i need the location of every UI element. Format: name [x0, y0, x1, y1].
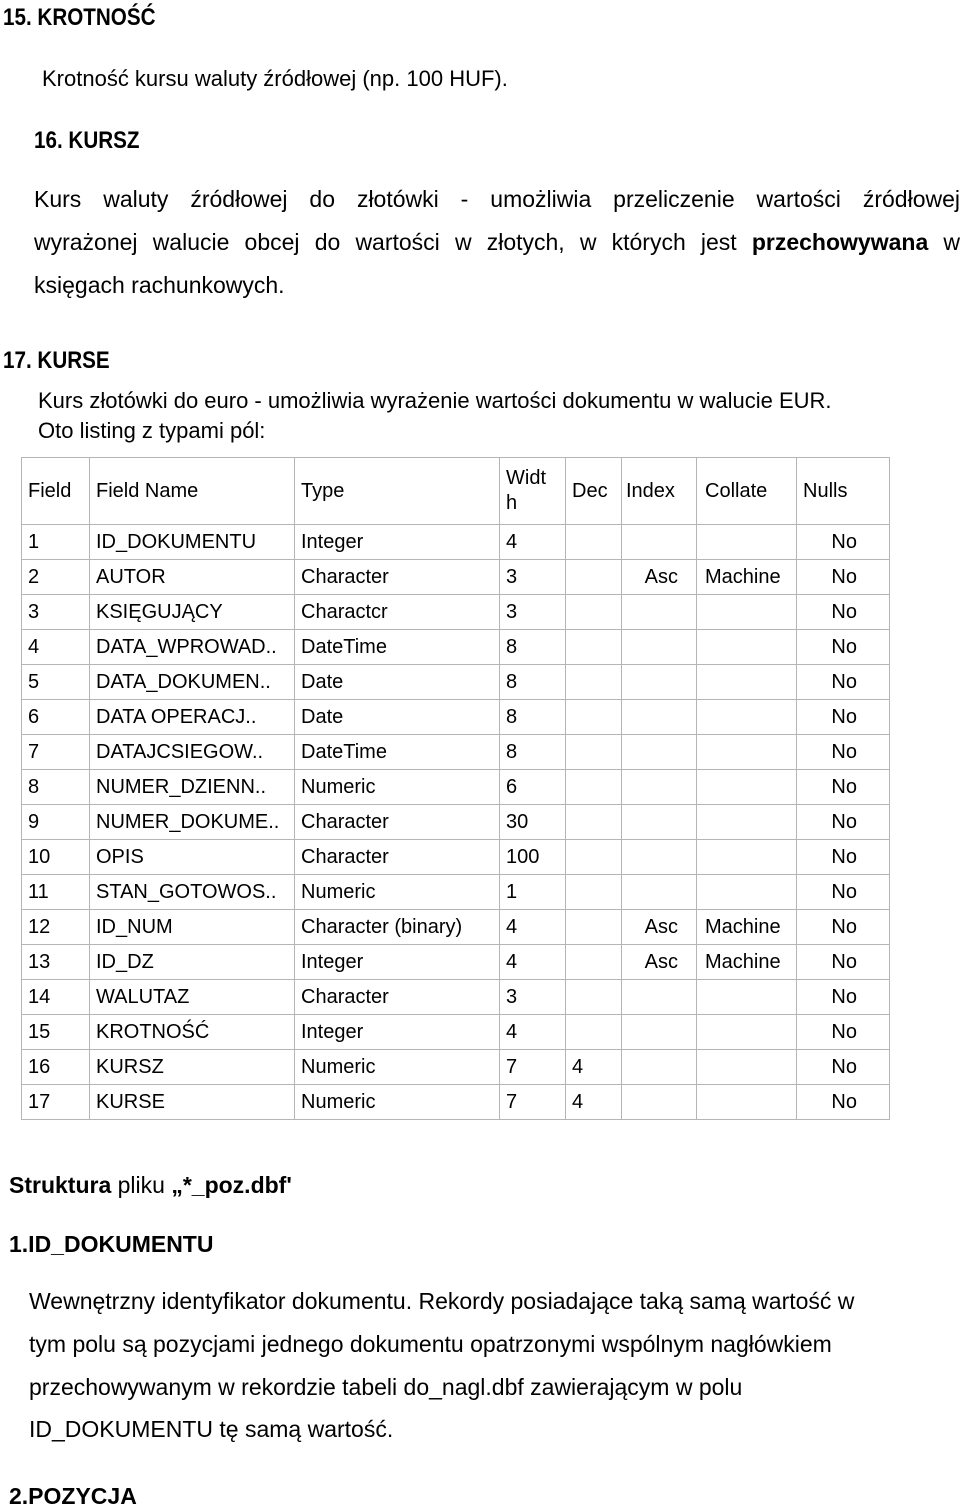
cell-dec: [566, 735, 622, 770]
table-row: [22, 735, 890, 770]
header-index: Index: [622, 458, 697, 525]
cell-nulls: No: [797, 770, 890, 805]
cell-index: [622, 595, 697, 630]
cell-type: Character: [295, 980, 500, 1015]
cell-collate: [697, 700, 797, 735]
cell-nulls: No: [797, 665, 890, 700]
cell-field: 14: [22, 980, 90, 1015]
cell-index: [622, 525, 697, 560]
table-row: [22, 805, 890, 840]
cell-nulls: No: [797, 980, 890, 1015]
cell-field-name: STAN_GOTOWOS..: [90, 875, 295, 910]
cell-width: 4: [500, 945, 566, 980]
cell-collate: [697, 770, 797, 805]
cell-dec: [566, 560, 622, 595]
cell-dec: [566, 875, 622, 910]
cell-collate: [697, 630, 797, 665]
cell-dec: [566, 525, 622, 560]
structure-heading-rest: pliku: [111, 1172, 172, 1198]
cell-collate: [697, 735, 797, 770]
cell-dec: [566, 840, 622, 875]
table-header-row: [22, 458, 890, 525]
table-row: [22, 700, 890, 735]
cell-width: 8: [500, 665, 566, 700]
cell-width: 3: [500, 595, 566, 630]
cell-field-name: NUMER_DOKUME..: [90, 805, 295, 840]
header-field: Field: [22, 458, 90, 525]
cell-nulls: No: [797, 700, 890, 735]
cell-width: 8: [500, 630, 566, 665]
cell-field-name: ID_DZ: [90, 945, 295, 980]
cell-index: Asc: [622, 910, 697, 945]
cell-field: 15: [22, 1015, 90, 1050]
cell-dec: [566, 630, 622, 665]
section-16-line-2: [34, 229, 960, 256]
cell-index: [622, 840, 697, 875]
cell-type: Date: [295, 665, 500, 700]
cell-width: 8: [500, 700, 566, 735]
cell-index: [622, 1085, 697, 1120]
cell-field: 11: [22, 875, 90, 910]
header-field-name: Field Name: [90, 458, 295, 525]
cell-nulls: No: [797, 805, 890, 840]
cell-dec: [566, 595, 622, 630]
cell-collate: [697, 525, 797, 560]
cell-type: Integer: [295, 1015, 500, 1050]
cell-type: Integer: [295, 525, 500, 560]
section-16-line-2-pre: wyrażonej walucie obcej do wartości w złotych, w których jest: [34, 229, 752, 255]
table-row: [22, 665, 890, 700]
cell-dec: 4: [566, 1050, 622, 1085]
table-row: [22, 1015, 890, 1050]
item-2-heading: 2.POZYCJA: [9, 1483, 137, 1509]
cell-dec: [566, 805, 622, 840]
cell-field-name: DATA OPERACJ..: [90, 700, 295, 735]
cell-field-name: DATA_WPROWAD..: [90, 630, 295, 665]
table-row: [22, 945, 890, 980]
cell-index: [622, 805, 697, 840]
table-row: [22, 875, 890, 910]
cell-type: DateTime: [295, 735, 500, 770]
cell-dec: [566, 980, 622, 1015]
cell-dec: [566, 770, 622, 805]
cell-nulls: No: [797, 595, 890, 630]
cell-field-name: WALUTAZ: [90, 980, 295, 1015]
header-dec: Dec: [566, 458, 622, 525]
section-16-line-1: Kurs waluty źródłowej do złotówki - umożliwia przeliczenie wartości źródłowej: [34, 186, 960, 212]
cell-field-name: KSIĘGUJĄCY: [90, 595, 295, 630]
cell-nulls: No: [797, 525, 890, 560]
cell-field-name: KURSE: [90, 1085, 295, 1120]
cell-field: 13: [22, 945, 90, 980]
cell-nulls: No: [797, 735, 890, 770]
cell-field: 7: [22, 735, 90, 770]
cell-collate: Machine: [697, 945, 797, 980]
cell-dec: [566, 945, 622, 980]
table-row: [22, 1085, 890, 1120]
cell-field: 17: [22, 1085, 90, 1120]
cell-nulls: No: [797, 1015, 890, 1050]
cell-type: Character (binary): [295, 910, 500, 945]
cell-index: [622, 700, 697, 735]
table-row: [22, 595, 890, 630]
cell-nulls: No: [797, 1085, 890, 1120]
section-16-line-2-bold: przechowywana: [751, 229, 929, 255]
cell-field: 6: [22, 700, 90, 735]
table-row: [22, 840, 890, 875]
cell-index: [622, 735, 697, 770]
cell-width: 3: [500, 560, 566, 595]
cell-width: 30: [500, 805, 566, 840]
cell-field: 1: [22, 525, 90, 560]
cell-width: 4: [500, 910, 566, 945]
cell-collate: [697, 1015, 797, 1050]
cell-index: [622, 875, 697, 910]
cell-width: 3: [500, 980, 566, 1015]
cell-width: 100: [500, 840, 566, 875]
section-16-line-3: księgach rachunkowych.: [34, 272, 285, 298]
cell-index: [622, 665, 697, 700]
cell-type: Character: [295, 840, 500, 875]
table-body: [22, 525, 890, 1120]
cell-collate: [697, 875, 797, 910]
cell-field: 10: [22, 840, 90, 875]
cell-field: 3: [22, 595, 90, 630]
cell-width: 4: [500, 525, 566, 560]
cell-width: 1: [500, 875, 566, 910]
section-15-text: Krotność kursu waluty źródłowej (np. 100 HUF).: [42, 66, 508, 91]
cell-width: 8: [500, 735, 566, 770]
cell-index: [622, 770, 697, 805]
cell-field-name: KROTNOŚĆ: [90, 1015, 295, 1050]
cell-field-name: ID_NUM: [90, 910, 295, 945]
cell-index: [622, 630, 697, 665]
cell-collate: Machine: [697, 910, 797, 945]
cell-nulls: No: [797, 630, 890, 665]
cell-index: [622, 1015, 697, 1050]
cell-type: DateTime: [295, 630, 500, 665]
cell-type: Integer: [295, 945, 500, 980]
cell-type: Character: [295, 805, 500, 840]
cell-width: 7: [500, 1085, 566, 1120]
cell-collate: [697, 840, 797, 875]
table-row: [22, 525, 890, 560]
section-16-heading: 16. KURSZ: [34, 127, 140, 154]
cell-type: Numeric: [295, 770, 500, 805]
structure-heading-filename: „*_poz.dbf': [171, 1172, 292, 1198]
cell-index: [622, 980, 697, 1015]
section-15-heading: 15. KROTNOŚĆ: [3, 4, 156, 31]
cell-field: 4: [22, 630, 90, 665]
header-collate: Collate: [697, 458, 797, 525]
cell-nulls: No: [797, 560, 890, 595]
cell-nulls: No: [797, 945, 890, 980]
structure-heading-bold: Struktura: [9, 1172, 112, 1198]
cell-collate: [697, 665, 797, 700]
item-1-line-2: tym polu są pozycjami jednego dokumentu opatrzonymi wspólnym nagłówkiem: [29, 1331, 832, 1357]
table-row: [22, 630, 890, 665]
cell-field-name: KURSZ: [90, 1050, 295, 1085]
cell-index: Asc: [622, 945, 697, 980]
cell-field-name: AUTOR: [90, 560, 295, 595]
section-17-heading: 17. KURSE: [3, 347, 110, 374]
cell-type: Character: [295, 560, 500, 595]
cell-index: Asc: [622, 560, 697, 595]
cell-field-name: ID_DOKUMENTU: [90, 525, 295, 560]
cell-dec: [566, 665, 622, 700]
cell-field-name: OPIS: [90, 840, 295, 875]
cell-field: 5: [22, 665, 90, 700]
cell-width: 4: [500, 1015, 566, 1050]
structure-heading: [9, 1172, 292, 1199]
cell-width: 7: [500, 1050, 566, 1085]
table-row: [22, 1050, 890, 1085]
cell-collate: [697, 1085, 797, 1120]
cell-field: 2: [22, 560, 90, 595]
cell-nulls: No: [797, 1050, 890, 1085]
table-row: [22, 560, 890, 595]
cell-collate: [697, 1050, 797, 1085]
section-17-text: Kurs złotówki do euro - umożliwia wyrażenie wartości dokumentu w walucie EUR.: [38, 388, 832, 413]
table-row: [22, 910, 890, 945]
cell-width: 6: [500, 770, 566, 805]
cell-collate: [697, 980, 797, 1015]
listing-intro: Oto listing z typami pól:: [38, 418, 266, 443]
header-nulls: Nulls: [797, 458, 890, 525]
cell-collate: [697, 595, 797, 630]
table-row: [22, 770, 890, 805]
cell-field: 16: [22, 1050, 90, 1085]
cell-dec: 4: [566, 1085, 622, 1120]
item-1-line-3: przechowywanym w rekordzie tabeli do_nagl.dbf zawierającym w polu: [29, 1374, 743, 1400]
cell-type: Numeric: [295, 1085, 500, 1120]
cell-field-name: NUMER_DZIENN..: [90, 770, 295, 805]
table-row: [22, 980, 890, 1015]
cell-nulls: No: [797, 910, 890, 945]
item-1-heading: 1.ID_DOKUMENTU: [9, 1231, 214, 1257]
cell-field-name: DATAJCSIEGOW..: [90, 735, 295, 770]
cell-dec: [566, 700, 622, 735]
cell-collate: Machine: [697, 560, 797, 595]
header-width: [500, 458, 566, 525]
cell-type: Charactcr: [295, 595, 500, 630]
cell-type: Date: [295, 700, 500, 735]
cell-nulls: No: [797, 840, 890, 875]
item-1-line-1: Wewnętrzny identyfikator dokumentu. Rekordy posiadające taką samą wartość w: [29, 1288, 855, 1314]
cell-index: [622, 1050, 697, 1085]
cell-type: Numeric: [295, 1050, 500, 1085]
cell-dec: [566, 910, 622, 945]
cell-collate: [697, 805, 797, 840]
item-1-line-4: ID_DOKUMENTU tę samą wartość.: [29, 1416, 394, 1442]
cell-type: Numeric: [295, 875, 500, 910]
cell-field-name: DATA_DOKUMEN..: [90, 665, 295, 700]
section-16-line-2-post: w: [928, 229, 960, 255]
header-width-label: Widt h: [506, 467, 546, 514]
cell-nulls: No: [797, 875, 890, 910]
header-type: Type: [295, 458, 500, 525]
cell-field: 8: [22, 770, 90, 805]
cell-field: 12: [22, 910, 90, 945]
fields-table: [21, 457, 890, 1120]
cell-field: 9: [22, 805, 90, 840]
cell-dec: [566, 1015, 622, 1050]
